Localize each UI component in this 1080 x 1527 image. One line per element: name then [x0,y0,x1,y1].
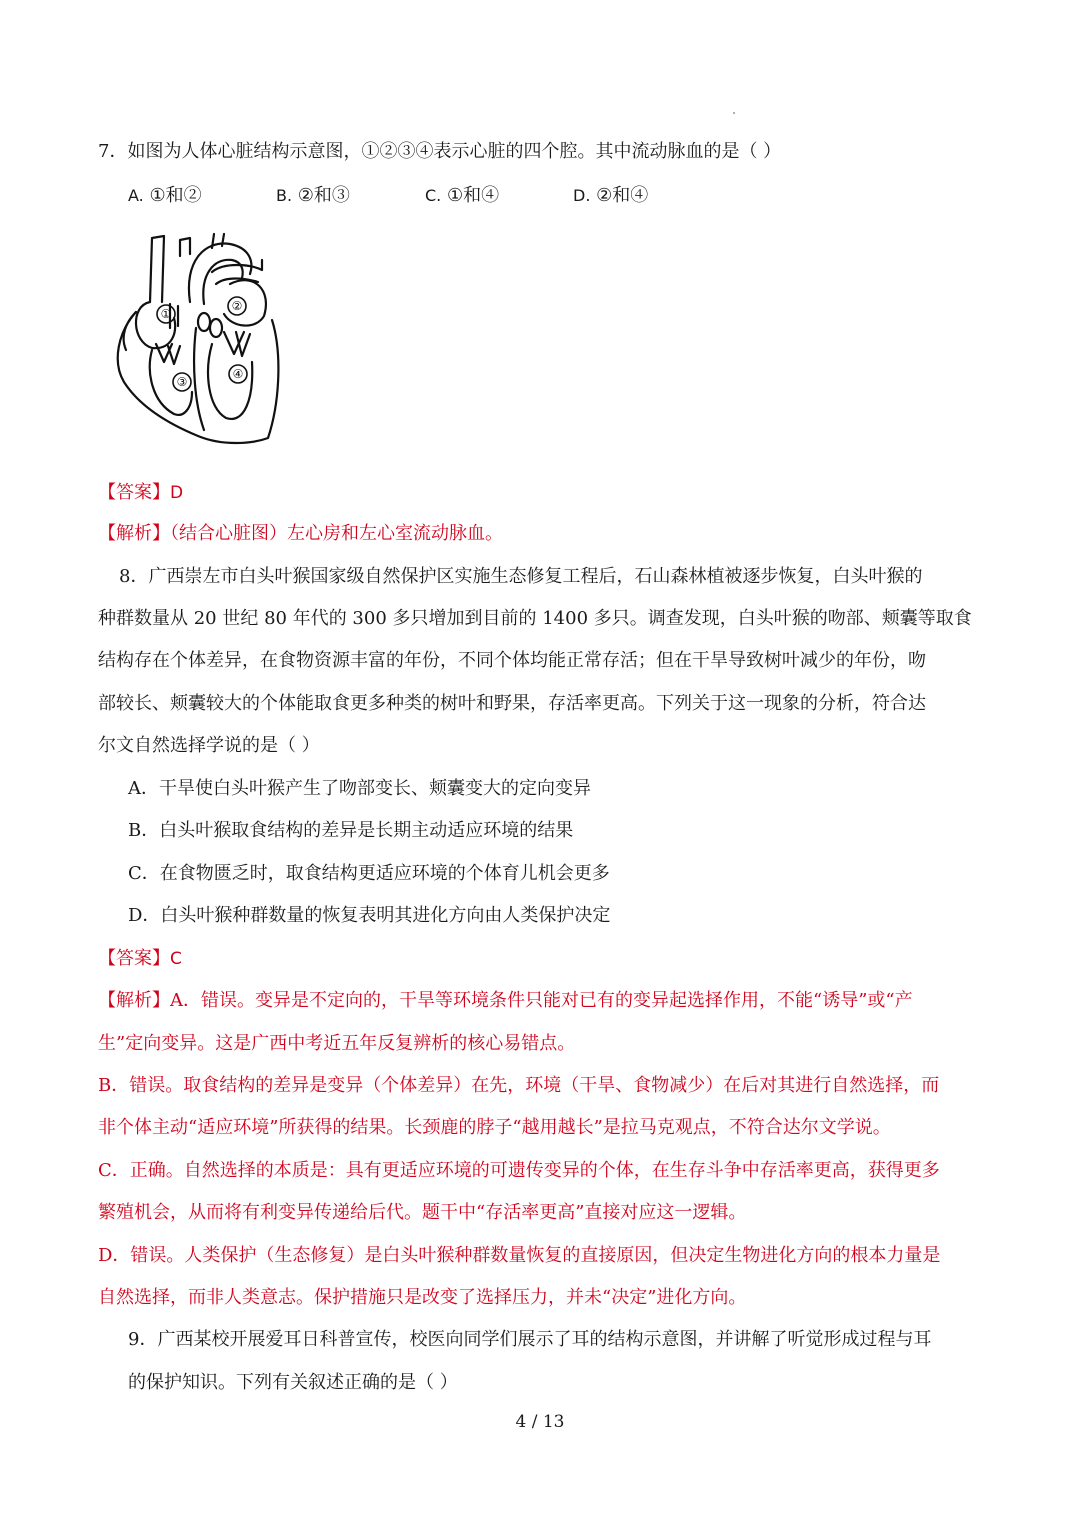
q8-analysis-line-1 [98,987,913,1015]
analysis-text: A．错误。变异是不定向的，干旱等环境条件只能对已有的变异起选择作用，不能“诱导”或“产 [170,990,913,1011]
chamber-label-4: ④ [232,367,244,381]
q9-stem-line-1: 9．广西某校开展爱耳日科普宣传，校医向同学们展示了耳的结构示意图，并讲解了听觉形成过程与耳 [128,1329,932,1350]
chamber-label-3: ③ [176,375,188,389]
q7-stem: 7．如图为人体心脏结构示意图，①②③④表示心脏的四个腔。其中流动脉血的是（ ） [98,141,782,162]
answer-value: C [170,949,182,969]
q8-option-c: C．在食物匮乏时，取食结构更适应环境的个体育儿机会更多 [128,863,610,884]
q7-option-c [425,182,499,210]
option-text: ②和③ [297,185,350,206]
q8-analysis-line-7: D．错误。人类保护（生态修复）是白头叶猴种群数量恢复的直接原因，但决定生物进化方向的根本力量是 [98,1245,941,1266]
option-letter: C. [425,186,442,205]
answer-value: D [170,483,184,503]
q8-analysis-line-8: 自然选择，而非人类意志。保护措施只是改变了选择压力，并未“决定”进化方向。 [98,1287,747,1308]
q8-answer [98,945,182,973]
q8-option-b: B．白头叶猴取食结构的差异是长期主动适应环境的结果 [128,820,574,841]
q8-stem-line-2: 种群数量从 20 世纪 80 年代的 300 多只增加到目前的 1400 多只。调查发现，白头叶猴的吻部、颊囊等取食 [98,608,972,629]
q7-answer [98,479,183,507]
option-text: ①和② [149,185,202,206]
page-number: 4 / 13 [515,1412,565,1432]
option-text: ②和④ [596,185,649,206]
q8-analysis-line-4: 非个体主动“适应环境”所获得的结果。长颈鹿的脖子“越用越长”是拉马克观点，不符合达尔文学说。 [98,1117,891,1138]
q8-stem-line-5: 尔文自然选择学说的是（ ） [98,735,320,756]
analysis-tag: 【解析】 [98,523,170,544]
q8-analysis-line-3: B．错误。取食结构的差异是变异（个体差异）在先，环境（干旱、食物减少）在后对其进行自然选择，而 [98,1075,940,1096]
analysis-tag: 【解析】 [98,990,170,1011]
q8-analysis-line-5: C．正确。自然选择的本质是：具有更适应环境的可遗传变异的个体，在生存斗争中存活率更高，获得更多 [98,1160,940,1181]
option-text: ①和④ [447,185,500,206]
q7-option-b [276,182,350,210]
q8-analysis-line-2: 生”定向变异。这是广西中考近五年反复辨析的核心易错点。 [98,1033,576,1054]
q8-analysis-line-6: 繁殖机会，从而将有利变异传递给后代。题干中“存活率更高”直接对应这一逻辑。 [98,1202,747,1223]
analysis-text: （结合心脏图）左心房和左心室流动脉血。 [170,523,503,544]
heart-diagram [112,232,287,450]
option-letter: D. [573,186,591,205]
answer-tag: 【答案】 [98,948,170,969]
option-letter: B. [276,186,293,205]
q7-option-d [573,182,648,210]
scan-speck [733,112,735,114]
answer-tag: 【答案】 [98,482,170,503]
chamber-label-2: ② [231,299,243,313]
q8-option-a: A．干旱使白头叶猴产生了吻部变长、颊囊变大的定向变异 [128,778,591,799]
chamber-label-1: ① [160,307,172,321]
option-letter: A. [128,186,144,205]
q8-stem-line-3: 结构存在个体差异，在食物资源丰富的年份，不同个体均能正常存活；但在干旱导致树叶减少的年份，吻 [98,650,926,671]
q8-stem-line-4: 部较长、颊囊较大的个体能取食更多种类的树叶和野果，存活率更高。下列关于这一现象的分析，符合达 [98,693,926,714]
q8-stem-line-1: 8．广西崇左市白头叶猴国家级自然保护区实施生态修复工程后，石山森林植被逐步恢复，白头叶猴的 [119,566,923,587]
q9-stem-line-2: 的保护知识。下列有关叙述正确的是（ ） [128,1372,458,1393]
q7-option-a [128,182,202,210]
q8-option-d: D．白头叶猴种群数量的恢复表明其进化方向由人类保护决定 [128,905,611,926]
q7-analysis [98,520,503,548]
